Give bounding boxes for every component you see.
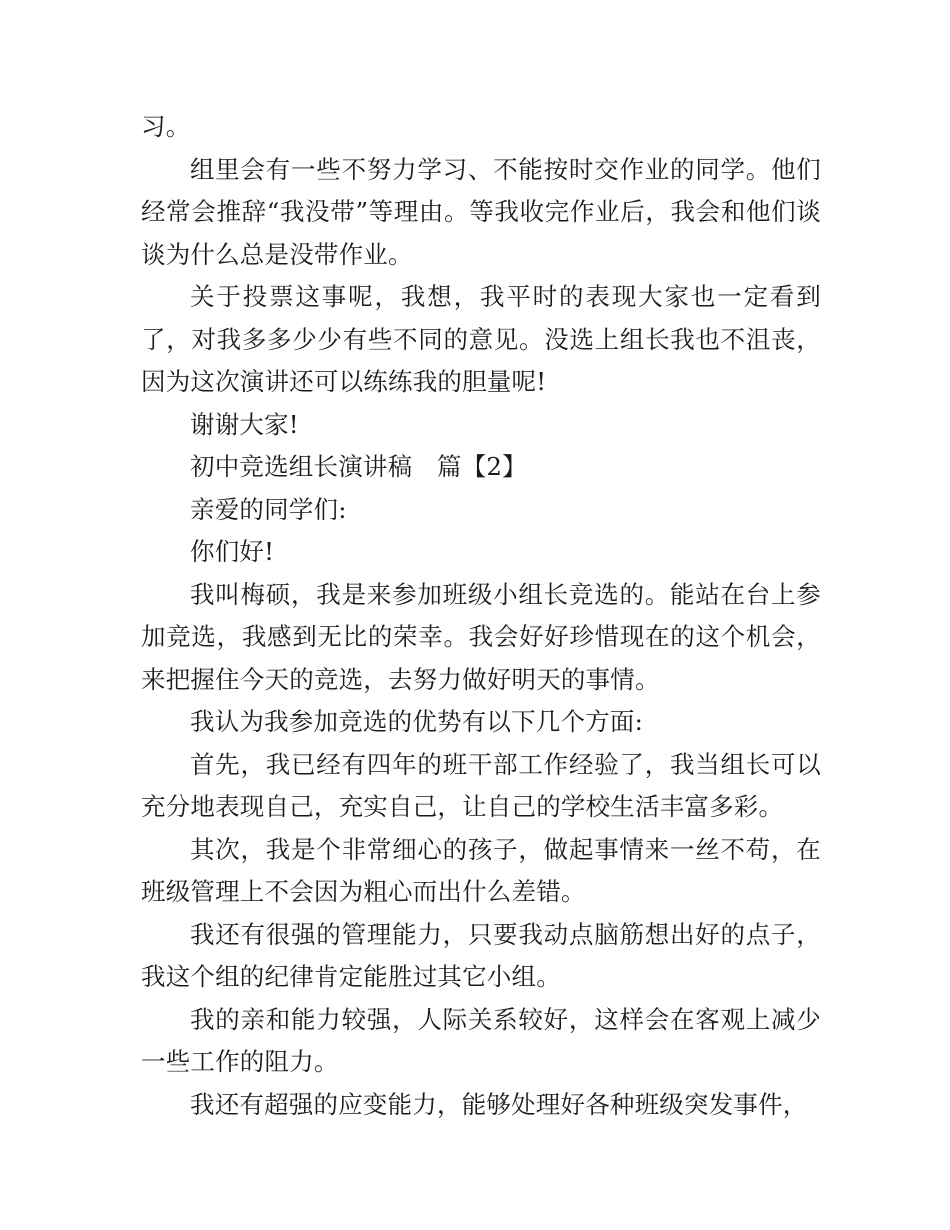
- paragraph-continuation: 习。: [141, 112, 191, 141]
- document-page: [141, 106, 821, 1126]
- paragraph-advantages: 我认为我参加竞选的优势有以下几个方面:: [190, 707, 644, 736]
- section-heading: 初中竞选组长演讲稿 篇【2】: [190, 452, 527, 481]
- paragraph-introduction: 我叫梅硕，我是来参加班级小组长竞选的。能站在台上参加竞选，我感到无比的荣幸。我会好好珍惜现在的这个机会，来把握住今天的竞选，去努力做好明天的事情。: [141, 579, 821, 694]
- paragraph-second: 其次，我是个非常细心的孩子，做起事情来一丝不苟，在班级管理上不会因为粗心而出什么差错。: [141, 834, 821, 906]
- paragraph-voting: 关于投票这事呢，我想，我平时的表现大家也一定看到了，对我多多少少有些不同的意见。没选上组长我也不沮丧，因为这次演讲还可以练练我的胆量呢!: [141, 282, 821, 396]
- paragraph-hello: 你们好!: [190, 537, 275, 566]
- paragraph-management: 我还有很强的管理能力，只要我动点脑筋想出好的点子，我这个组的纪律肯定能胜过其它小组。: [141, 919, 821, 991]
- paragraph-greeting: 亲爱的同学们:: [190, 494, 347, 524]
- paragraph-thanks: 谢谢大家!: [190, 409, 299, 439]
- paragraph-adaptability: 我还有超强的应变能力，能够处理好各种班级突发事件，: [190, 1089, 808, 1119]
- paragraph-affinity: 我的亲和能力较强，人际关系较好，这样会在客观上减少一些工作的阻力。: [141, 1004, 821, 1076]
- paragraph-homework: 组里会有一些不努力学习、不能按时交作业的同学。他们经常会推辞“我没带”等理由。等我收完作业后，我会和他们谈谈为什么总是没带作业。: [141, 154, 821, 269]
- paragraph-first: 首先，我已经有四年的班干部工作经验了，我当组长可以充分地表现自己，充实自己，让自己的学校生活丰富多彩。: [141, 749, 821, 821]
